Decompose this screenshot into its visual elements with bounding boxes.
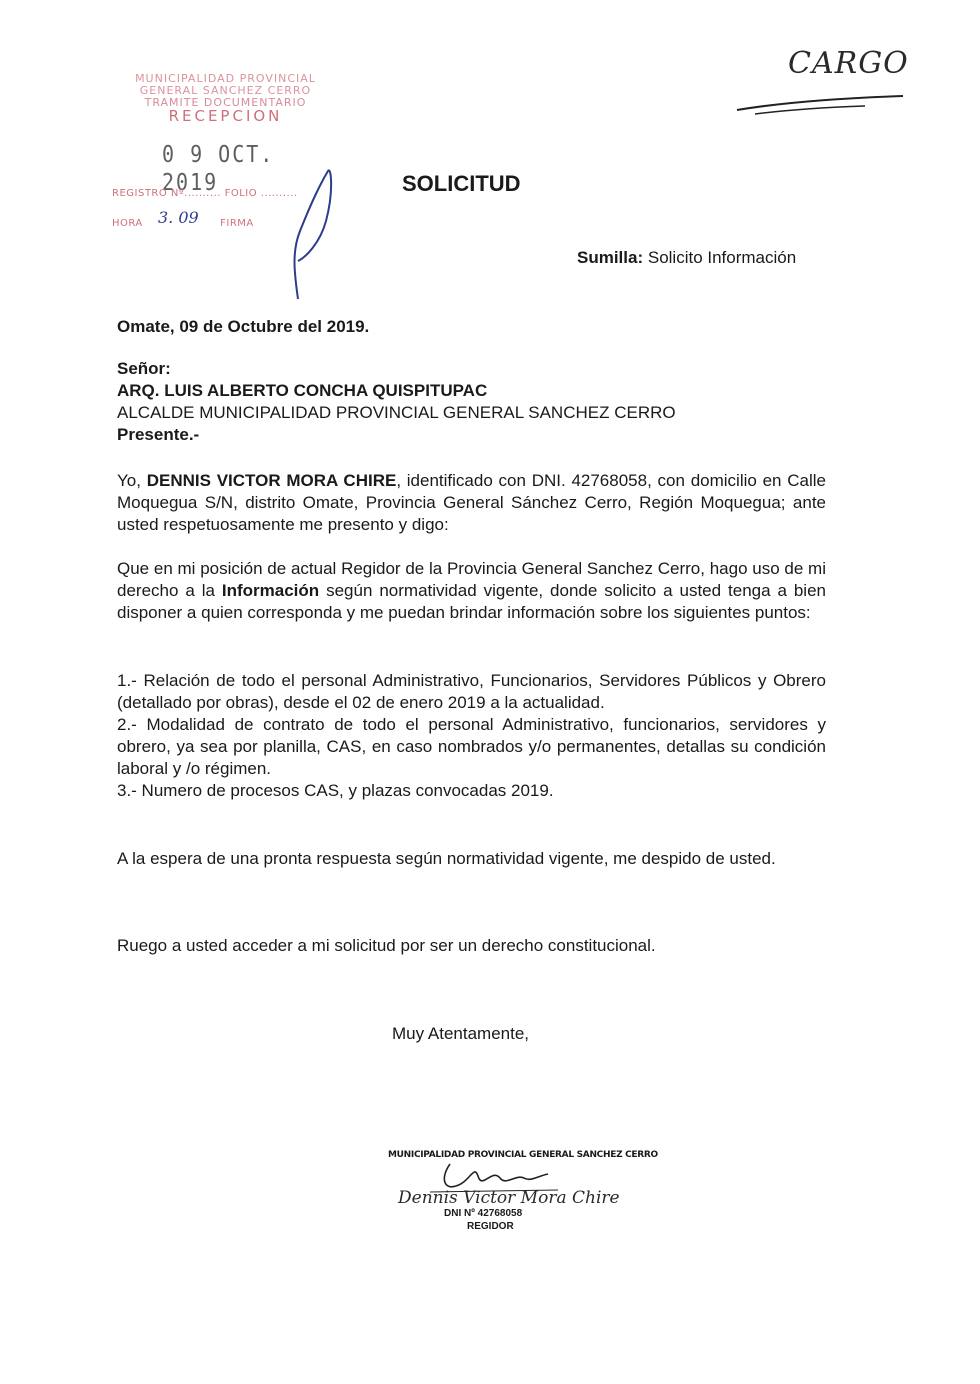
stamp-line-4: RECEPCION [168,107,283,125]
signature-role: REGIDOR [467,1221,514,1232]
recipient-position: ALCALDE MUNICIPALIDAD PROVINCIAL GENERAL SANCHEZ CERRO [117,403,676,422]
place-date: Omate, 09 de Octubre del 2019. [117,317,370,336]
stamp-signature-stroke [276,161,336,301]
items-list [117,670,826,802]
signature-dni: DNI Nº 42768058 [444,1208,523,1219]
stamp-line-1: MUNICIPALIDAD PROVINCIAL [135,72,316,85]
list-item: 3.- Numero de procesos CAS, y plazas convocadas 2019. [117,781,554,800]
reception-stamp [108,66,343,246]
signature-name: Dennis Victor Mora Chire [398,1188,620,1208]
closing-paragraph-1: A la espera de una pronta respuesta según normatividad vigente, me despido de usted. [117,849,776,868]
list-item: 2.- Modalidad de contrato de todo el personal Administrativo, funcionarios, servidores y obrero, ya sea por planilla, CAS, en caso nombrados y/o permanentes, detallas su condición laboral y /o régimen. [117,715,826,778]
stamp-hora-label: HORA [112,218,143,229]
intro-rest: , identificado con DNI. 42768058, con domicilio en Calle Moquegua S/N, distrito Omate, Provincia General Sánchez Cerro, Región Moquegua; ante usted respetuosamente me presento y digo: [117,471,826,534]
document-title: SOLICITUD [402,171,521,196]
list-item: 1.- Relación de todo el personal Administrativo, Funcionarios, Servidores Públicos y Obrero (detallado por obras), desde el 02 de enero 2019 a la actualidad. [117,671,826,712]
salute: Muy Atentamente, [392,1024,530,1043]
cargo-handwritten: CARGO [788,46,909,81]
cargo-underline [735,92,905,116]
signature-stamp-line: MUNICIPALIDAD PROVINCIAL GENERAL SANCHEZ CERRO [388,1150,658,1160]
closing-paragraph-2: Ruego a usted acceder a mi solicitud por ser un derecho constitucional. [117,936,656,955]
stamp-hora-value: 3. 09 [158,208,199,227]
body-part-c: según normatividad vigente, donde solicito a usted tenga a bien disponer a quien corresponda y me puedan brindar información sobre los siguientes puntos: [117,581,826,622]
sumilla [577,248,796,268]
recipient-salutation: Señor: [117,359,171,378]
body-part-b: Información [221,581,320,600]
body-part-a: Que en mi posición de actual Regidor de la Provincia General Sanchez Cerro, hago uso de mi derecho a la [117,559,826,600]
recipient-presente: Presente.- [117,425,200,444]
sumilla-value: Solicito Información [647,248,797,267]
intro-prefix: Yo, [117,471,147,490]
recipient-block [117,358,826,446]
intro-paragraph [117,470,826,536]
stamp-firma-label: FIRMA [220,218,254,229]
recipient-name: ARQ. LUIS ALBERTO CONCHA QUISPITUPAC [117,381,488,400]
body-paragraph [117,558,826,624]
intro-name: DENNIS VICTOR MORA CHIRE [146,471,397,490]
stamp-line-2: GENERAL SANCHEZ CERRO [139,84,312,97]
stamp-registro: REGISTRO Nº.......... FOLIO .......... [112,188,298,199]
stamp-date: 0 9 OCT. 2019 [162,140,275,196]
sumilla-label: Sumilla: [577,248,644,267]
stamp-line-3: TRAMITE DOCUMENTARIO [144,96,307,109]
